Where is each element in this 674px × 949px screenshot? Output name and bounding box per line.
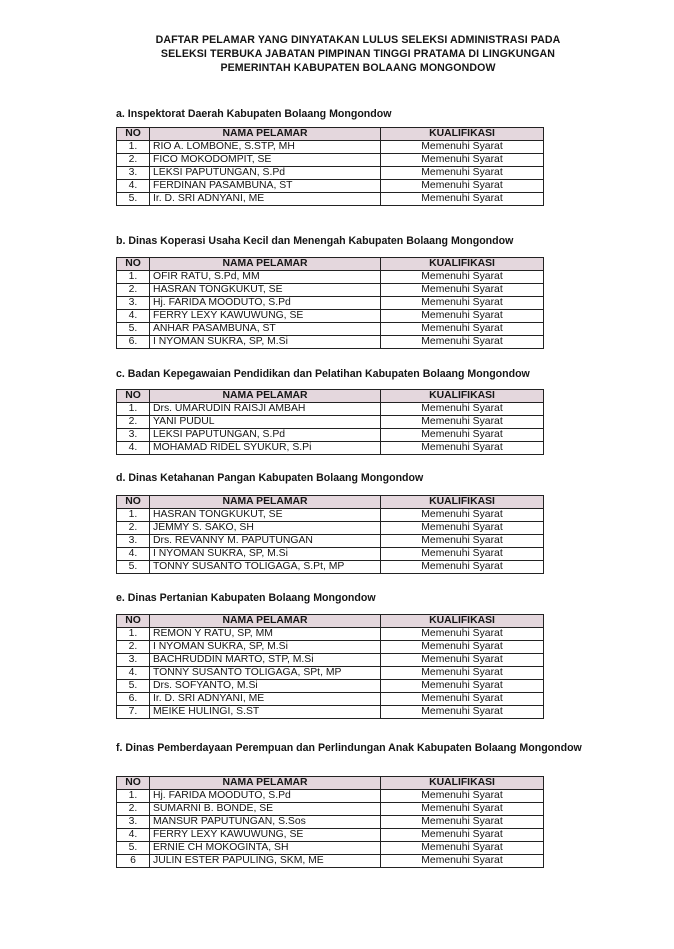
row-number: 4. bbox=[117, 310, 150, 323]
qualification-status: Memenuhi Syarat bbox=[381, 284, 544, 297]
qualification-status: Memenuhi Syarat bbox=[381, 429, 544, 442]
row-number: 1. bbox=[117, 509, 150, 522]
header-nama: NAMA PELAMAR bbox=[150, 390, 381, 403]
qualification-status: Memenuhi Syarat bbox=[381, 680, 544, 693]
table-section-a bbox=[116, 127, 544, 206]
qualification-status: Memenuhi Syarat bbox=[381, 522, 544, 535]
applicant-name: Ir. D. SRI ADNYANI, ME bbox=[150, 193, 381, 206]
applicant-name: RIO A. LOMBONE, S.STP, MH bbox=[150, 141, 381, 154]
row-number: 4. bbox=[117, 548, 150, 561]
table-row bbox=[117, 680, 544, 693]
qualification-status: Memenuhi Syarat bbox=[381, 667, 544, 680]
qualification-status: Memenuhi Syarat bbox=[381, 641, 544, 654]
header-kualifikasi: KUALIFIKASI bbox=[381, 128, 544, 141]
document-title bbox=[70, 33, 646, 75]
table-section-b bbox=[116, 257, 544, 349]
table-row bbox=[117, 284, 544, 297]
row-number: 2. bbox=[117, 803, 150, 816]
applicant-name: I NYOMAN SUKRA, SP, M.Si bbox=[150, 336, 381, 349]
section-heading-c: c. Badan Kepegawaian Pendidikan dan Pelatihan Kabupaten Bolaang Mongondow bbox=[116, 368, 530, 380]
applicant-name: I NYOMAN SUKRA, SP, M.Si bbox=[150, 548, 381, 561]
applicant-name: SUMARNI B. BONDE, SE bbox=[150, 803, 381, 816]
qualification-status: Memenuhi Syarat bbox=[381, 442, 544, 455]
qualification-status: Memenuhi Syarat bbox=[381, 829, 544, 842]
applicant-name: Ir. D. SRI ADNYANI, ME bbox=[150, 693, 381, 706]
table-row bbox=[117, 167, 544, 180]
applicant-name: JULIN ESTER PAPULING, SKM, ME bbox=[150, 855, 381, 868]
table-row bbox=[117, 790, 544, 803]
header-nama: NAMA PELAMAR bbox=[150, 128, 381, 141]
qualification-status: Memenuhi Syarat bbox=[381, 693, 544, 706]
header-kualifikasi: KUALIFIKASI bbox=[381, 615, 544, 628]
row-number: 3. bbox=[117, 816, 150, 829]
table-row bbox=[117, 403, 544, 416]
applicant-name: ANHAR PASAMBUNA, ST bbox=[150, 323, 381, 336]
header-no: NO bbox=[117, 777, 150, 790]
qualification-status: Memenuhi Syarat bbox=[381, 628, 544, 641]
qualification-status: Memenuhi Syarat bbox=[381, 154, 544, 167]
applicant-name: MEIKE HULINGI, S.ST bbox=[150, 706, 381, 719]
qualification-status: Memenuhi Syarat bbox=[381, 816, 544, 829]
row-number: 2. bbox=[117, 154, 150, 167]
table-row bbox=[117, 548, 544, 561]
applicant-name: LEKSI PAPUTUNGAN, S.Pd bbox=[150, 429, 381, 442]
row-number: 4. bbox=[117, 442, 150, 455]
qualification-status: Memenuhi Syarat bbox=[381, 855, 544, 868]
qualification-status: Memenuhi Syarat bbox=[381, 310, 544, 323]
table-row bbox=[117, 535, 544, 548]
header-nama: NAMA PELAMAR bbox=[150, 496, 381, 509]
applicant-name: Hj. FARIDA MOODUTO, S.Pd bbox=[150, 790, 381, 803]
table-section-f bbox=[116, 776, 544, 868]
table-row bbox=[117, 154, 544, 167]
qualification-status: Memenuhi Syarat bbox=[381, 803, 544, 816]
row-number: 1. bbox=[117, 790, 150, 803]
header-no: NO bbox=[117, 128, 150, 141]
table-row bbox=[117, 816, 544, 829]
header-kualifikasi: KUALIFIKASI bbox=[381, 390, 544, 403]
qualification-status: Memenuhi Syarat bbox=[381, 180, 544, 193]
table-row bbox=[117, 693, 544, 706]
header-nama: NAMA PELAMAR bbox=[150, 258, 381, 271]
applicant-name: Drs. REVANNY M. PAPUTUNGAN bbox=[150, 535, 381, 548]
qualification-status: Memenuhi Syarat bbox=[381, 323, 544, 336]
applicant-name: MANSUR PAPUTUNGAN, S.Sos bbox=[150, 816, 381, 829]
applicant-name: JEMMY S. SAKO, SH bbox=[150, 522, 381, 535]
qualification-status: Memenuhi Syarat bbox=[381, 654, 544, 667]
row-number: 6. bbox=[117, 693, 150, 706]
row-number: 2. bbox=[117, 284, 150, 297]
table-row bbox=[117, 654, 544, 667]
section-heading-d: d. Dinas Ketahanan Pangan Kabupaten Bolaang Mongondow bbox=[116, 472, 424, 484]
applicant-name: REMON Y RATU, SP, MM bbox=[150, 628, 381, 641]
applicant-name: MOHAMAD RIDEL SYUKUR, S.Pi bbox=[150, 442, 381, 455]
table-header-row bbox=[117, 258, 544, 271]
applicant-name: FERRY LEXY KAWUWUNG, SE bbox=[150, 310, 381, 323]
table-row bbox=[117, 667, 544, 680]
qualification-status: Memenuhi Syarat bbox=[381, 416, 544, 429]
applicant-name: ERNIE CH MOKOGINTA, SH bbox=[150, 842, 381, 855]
table-row bbox=[117, 416, 544, 429]
row-number: 3. bbox=[117, 297, 150, 310]
row-number: 2. bbox=[117, 416, 150, 429]
header-no: NO bbox=[117, 258, 150, 271]
applicant-name: Hj. FARIDA MOODUTO, S.Pd bbox=[150, 297, 381, 310]
table-row bbox=[117, 803, 544, 816]
row-number: 3. bbox=[117, 535, 150, 548]
applicant-name: TONNY SUSANTO TOLIGAGA, SPt, MP bbox=[150, 667, 381, 680]
row-number: 3. bbox=[117, 429, 150, 442]
table-row bbox=[117, 193, 544, 206]
header-no: NO bbox=[117, 615, 150, 628]
section-heading-f: f. Dinas Pemberdayaan Perempuan dan Perlindungan Anak Kabupaten Bolaang Mongondow bbox=[116, 742, 582, 754]
table-row bbox=[117, 429, 544, 442]
header-nama: NAMA PELAMAR bbox=[150, 615, 381, 628]
title-line-3: PEMERINTAH KABUPATEN BOLAANG MONGONDOW bbox=[220, 62, 496, 74]
qualification-status: Memenuhi Syarat bbox=[381, 842, 544, 855]
table-row bbox=[117, 141, 544, 154]
applicant-name: FERDINAN PASAMBUNA, ST bbox=[150, 180, 381, 193]
table-row bbox=[117, 641, 544, 654]
row-number: 6 bbox=[117, 855, 150, 868]
row-number: 2. bbox=[117, 641, 150, 654]
qualification-status: Memenuhi Syarat bbox=[381, 193, 544, 206]
applicant-name: HASRAN TONGKUKUT, SE bbox=[150, 509, 381, 522]
table-row bbox=[117, 628, 544, 641]
title-line-2: SELEKSI TERBUKA JABATAN PIMPINAN TINGGI PRATAMA DI LINGKUNGAN bbox=[160, 48, 556, 60]
table-row bbox=[117, 561, 544, 574]
table-header-row bbox=[117, 777, 544, 790]
row-number: 1. bbox=[117, 271, 150, 284]
row-number: 5. bbox=[117, 323, 150, 336]
qualification-status: Memenuhi Syarat bbox=[381, 167, 544, 180]
qualification-status: Memenuhi Syarat bbox=[381, 336, 544, 349]
qualification-status: Memenuhi Syarat bbox=[381, 548, 544, 561]
table-row bbox=[117, 271, 544, 284]
table-section-e bbox=[116, 614, 544, 719]
row-number: 6. bbox=[117, 336, 150, 349]
row-number: 4. bbox=[117, 667, 150, 680]
row-number: 5. bbox=[117, 193, 150, 206]
row-number: 4. bbox=[117, 829, 150, 842]
table-header-row bbox=[117, 496, 544, 509]
header-nama: NAMA PELAMAR bbox=[150, 777, 381, 790]
row-number: 3. bbox=[117, 167, 150, 180]
table-row bbox=[117, 829, 544, 842]
table-row bbox=[117, 336, 544, 349]
row-number: 1. bbox=[117, 141, 150, 154]
title-line-1: DAFTAR PELAMAR YANG DINYATAKAN LULUS SELEKSI ADMINISTRASI PADA bbox=[155, 34, 561, 46]
qualification-status: Memenuhi Syarat bbox=[381, 535, 544, 548]
table-row bbox=[117, 442, 544, 455]
section-heading-e: e. Dinas Pertanian Kabupaten Bolaang Mongondow bbox=[116, 592, 376, 604]
applicant-name: HASRAN TONGKUKUT, SE bbox=[150, 284, 381, 297]
applicant-name: TONNY SUSANTO TOLIGAGA, S.Pt, MP bbox=[150, 561, 381, 574]
table-row bbox=[117, 522, 544, 535]
row-number: 5. bbox=[117, 561, 150, 574]
table-row bbox=[117, 706, 544, 719]
applicant-name: LEKSI PAPUTUNGAN, S.Pd bbox=[150, 167, 381, 180]
header-kualifikasi: KUALIFIKASI bbox=[381, 496, 544, 509]
table-section-c bbox=[116, 389, 544, 455]
header-no: NO bbox=[117, 496, 150, 509]
row-number: 2. bbox=[117, 522, 150, 535]
qualification-status: Memenuhi Syarat bbox=[381, 706, 544, 719]
row-number: 1. bbox=[117, 628, 150, 641]
table-row bbox=[117, 855, 544, 868]
qualification-status: Memenuhi Syarat bbox=[381, 271, 544, 284]
applicant-name: FERRY LEXY KAWUWUNG, SE bbox=[150, 829, 381, 842]
section-heading-a: a. Inspektorat Daerah Kabupaten Bolaang Mongondow bbox=[116, 108, 392, 120]
table-row bbox=[117, 842, 544, 855]
qualification-status: Memenuhi Syarat bbox=[381, 561, 544, 574]
header-kualifikasi: KUALIFIKASI bbox=[381, 777, 544, 790]
row-number: 7. bbox=[117, 706, 150, 719]
applicant-name: OFIR RATU, S.Pd, MM bbox=[150, 271, 381, 284]
applicant-name: Drs. UMARUDIN RAISJI AMBAH bbox=[150, 403, 381, 416]
table-row bbox=[117, 180, 544, 193]
qualification-status: Memenuhi Syarat bbox=[381, 141, 544, 154]
row-number: 5. bbox=[117, 842, 150, 855]
table-row bbox=[117, 323, 544, 336]
row-number: 1. bbox=[117, 403, 150, 416]
applicant-name: Drs. SOFYANTO, M.Si bbox=[150, 680, 381, 693]
row-number: 4. bbox=[117, 180, 150, 193]
applicant-name: BACHRUDDIN MARTO, STP, M.Si bbox=[150, 654, 381, 667]
header-no: NO bbox=[117, 390, 150, 403]
section-heading-b: b. Dinas Koperasi Usaha Kecil dan Menengah Kabupaten Bolaang Mongondow bbox=[116, 235, 514, 247]
header-kualifikasi: KUALIFIKASI bbox=[381, 258, 544, 271]
table-row bbox=[117, 310, 544, 323]
qualification-status: Memenuhi Syarat bbox=[381, 790, 544, 803]
table-section-d bbox=[116, 495, 544, 574]
applicant-name: FICO MOKODOMPIT, SE bbox=[150, 154, 381, 167]
qualification-status: Memenuhi Syarat bbox=[381, 509, 544, 522]
table-header-row bbox=[117, 128, 544, 141]
qualification-status: Memenuhi Syarat bbox=[381, 297, 544, 310]
table-header-row bbox=[117, 615, 544, 628]
table-row bbox=[117, 297, 544, 310]
table-header-row bbox=[117, 390, 544, 403]
row-number: 5. bbox=[117, 680, 150, 693]
table-row bbox=[117, 509, 544, 522]
applicant-name: I NYOMAN SUKRA, SP, M.Si bbox=[150, 641, 381, 654]
row-number: 3. bbox=[117, 654, 150, 667]
qualification-status: Memenuhi Syarat bbox=[381, 403, 544, 416]
applicant-name: YANI PUDUL bbox=[150, 416, 381, 429]
